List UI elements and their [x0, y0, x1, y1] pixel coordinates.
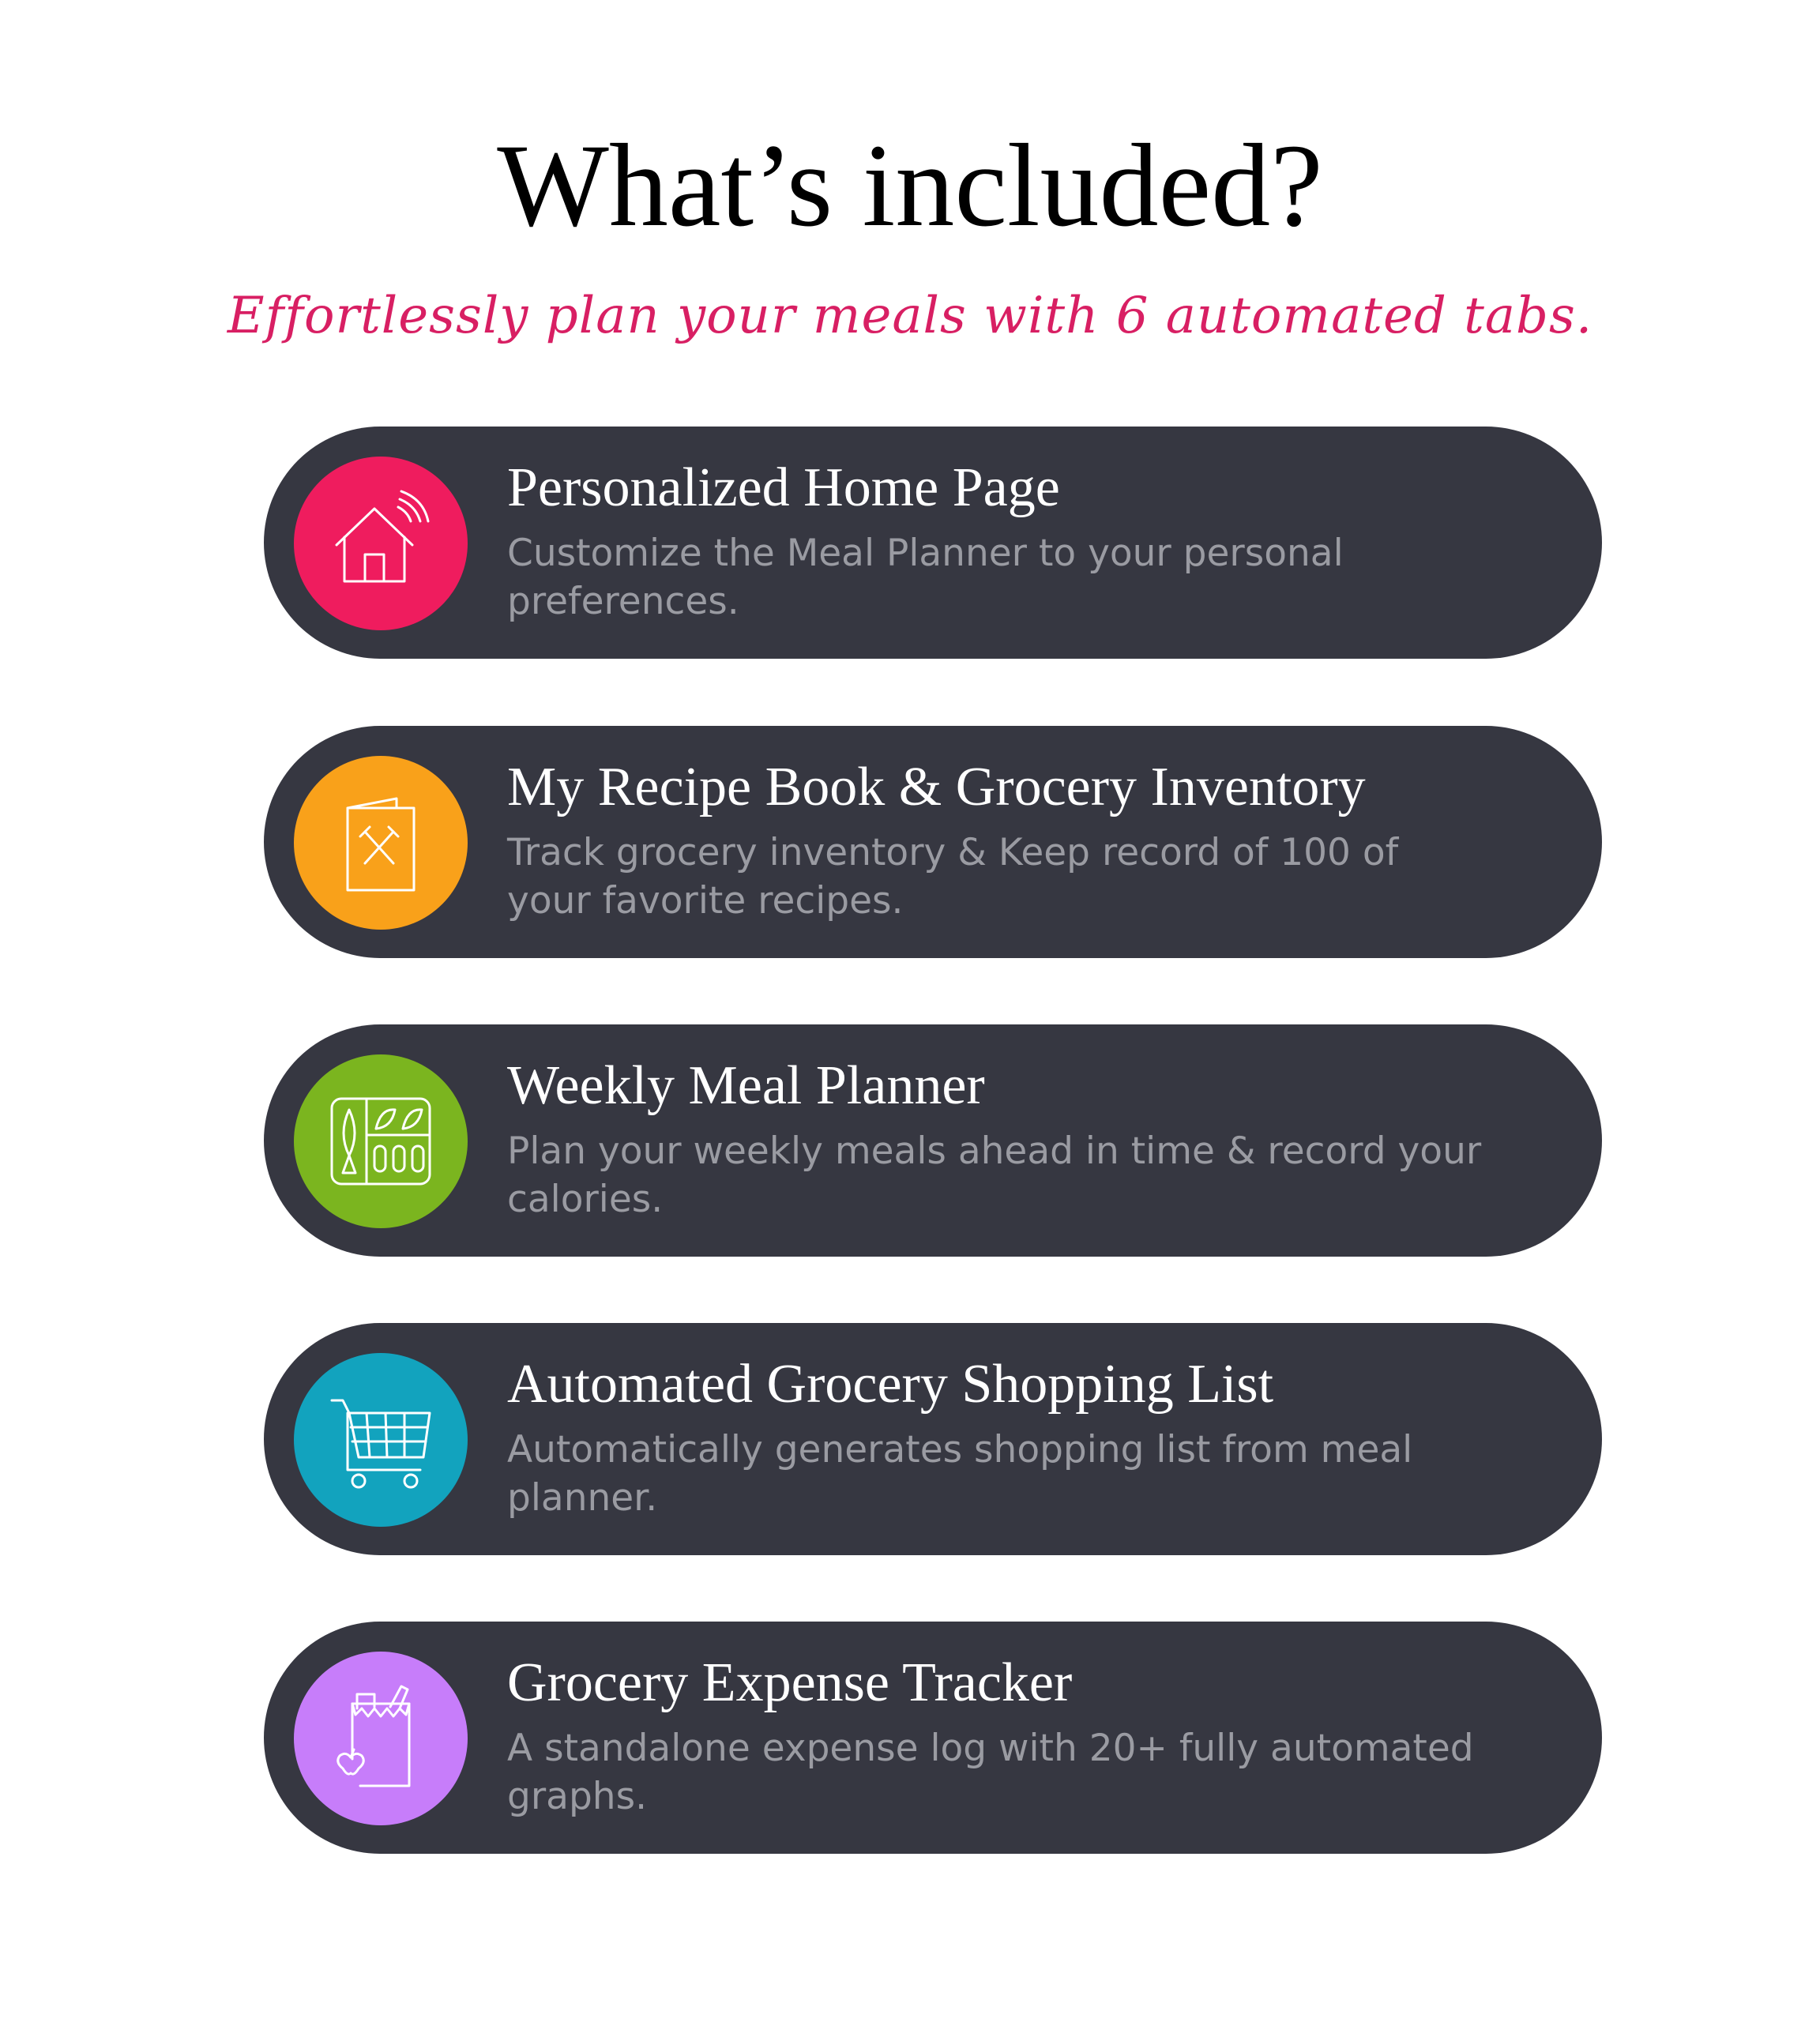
- shopping-cart-icon: [325, 1385, 436, 1495]
- grocery-bag-icon: [325, 1683, 436, 1794]
- meal-tray-icon: [325, 1086, 436, 1197]
- page-title: What’s included?: [497, 120, 1323, 251]
- feature-card-recipe-book: [264, 726, 1602, 958]
- feature-icon-circle: [294, 756, 468, 930]
- feature-icon-circle: [294, 1353, 468, 1527]
- feature-description: Customize the Meal Planner to your personal preferences.: [507, 532, 1344, 623]
- feature-icon-circle: [294, 457, 468, 630]
- smart-home-icon: [325, 488, 436, 599]
- feature-description: A standalone expense log with 20+ fully automated graphs.: [507, 1727, 1474, 1818]
- feature-card-expense-tracker: [264, 1622, 1602, 1854]
- feature-description: Plan your weekly meals ahead in time & record your calories.: [507, 1129, 1482, 1221]
- feature-title: Personalized Home Page: [507, 457, 1060, 518]
- feature-title: Weekly Meal Planner: [507, 1055, 985, 1116]
- feature-card-meal-planner: [264, 1024, 1602, 1257]
- feature-title: My Recipe Book & Grocery Inventory: [507, 757, 1366, 817]
- feature-description: Track grocery inventory & Keep record of 100 of your favorite recipes.: [507, 831, 1399, 923]
- feature-title: Grocery Expense Tracker: [507, 1652, 1073, 1713]
- feature-icon-circle: [294, 1054, 468, 1228]
- recipe-book-icon: [325, 787, 436, 898]
- feature-title: Automated Grocery Shopping List: [507, 1354, 1274, 1415]
- feature-card-home-page: [264, 427, 1602, 659]
- feature-card-shopping-list: [264, 1323, 1602, 1555]
- feature-icon-circle: [294, 1652, 468, 1825]
- feature-description: Automatically generates shopping list from meal planner.: [507, 1428, 1413, 1520]
- page-subtitle: Effortlessly plan your meals with 6 automated tabs.: [227, 287, 1593, 345]
